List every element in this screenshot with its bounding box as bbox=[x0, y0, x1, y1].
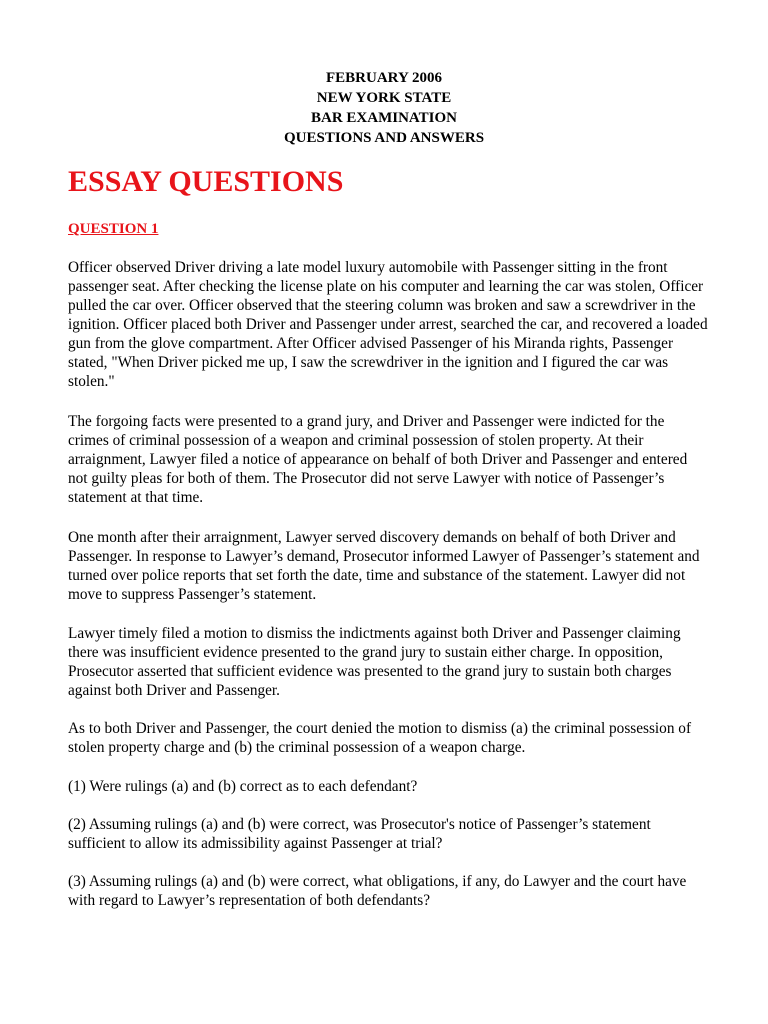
question-item-1: (1) Were rulings (a) and (b) correct as to each defendant? bbox=[68, 778, 418, 795]
header-state: NEW YORK STATE bbox=[316, 90, 452, 106]
paragraph-indictment: The forgoing facts were presented to a grand jury, and Driver and Passenger were indicted for the crimes of criminal possession of a weapon and criminal possession of stolen property. At their arraignment, Lawyer filed a notice of appearance on behalf of both Driver and Passenger and entered not guilty pleas for both of them. The Prosecutor did not serve Lawyer with notice of Passenger’s statement at that time. bbox=[68, 413, 688, 506]
paragraph-discovery: One month after their arraignment, Lawyer served discovery demands on behalf of both Driver and Passenger. In response to Lawyer’s demand, Prosecutor informed Lawyer of Passenger’s statement and turned over police reports that set forth the date, time and substance of the statement. Lawyer did not move to suppress Passenger’s statement. bbox=[68, 529, 700, 603]
header-date: FEBRUARY 2006 bbox=[325, 70, 442, 86]
section-title: ESSAY QUESTIONS bbox=[68, 165, 344, 198]
paragraph-motion: Lawyer timely filed a motion to dismiss the indictments against both Driver and Passenger claiming there was insufficient evidence presented to the grand jury to sustain either charge. In opposition, Prosecutor asserted that sufficient evidence was presented to the grand jury to sustain both charges against both Driver and Passenger. bbox=[68, 625, 681, 699]
header-exam: BAR EXAMINATION bbox=[311, 110, 457, 126]
paragraph-ruling: As to both Driver and Passenger, the court denied the motion to dismiss (a) the criminal possession of stolen property charge and (b) the criminal possession of a weapon charge. bbox=[68, 720, 692, 756]
question-heading: QUESTION 1 bbox=[68, 221, 159, 237]
paragraph-facts: Officer observed Driver driving a late model luxury automobile with Passenger sitting in the front passenger seat. After checking the license plate on his computer and learning the car was stolen, Officer pulled the car over. Officer observed that the steering column was broken and saw a screwdriver in the ignition. Officer placed both Driver and Passenger under arrest, searched the car, and recovered a loaded gun from the glove compartment. After Officer advised Passenger of his Miranda rights, Passenger stated, "When Driver picked me up, I saw the screwdriver in the ignition and I figured the car was stolen." bbox=[68, 259, 708, 390]
document-header bbox=[0, 68, 768, 148]
header-subtitle: QUESTIONS AND ANSWERS bbox=[283, 130, 485, 146]
question-item-2: (2) Assuming rulings (a) and (b) were correct, was Prosecutor's notice of Passenger’s statement sufficient to allow its admissibility against Passenger at trial? bbox=[68, 816, 651, 852]
question-item-3: (3) Assuming rulings (a) and (b) were correct, what obligations, if any, do Lawyer and the court have with regard to Lawyer’s representation of both defendants? bbox=[68, 873, 687, 909]
